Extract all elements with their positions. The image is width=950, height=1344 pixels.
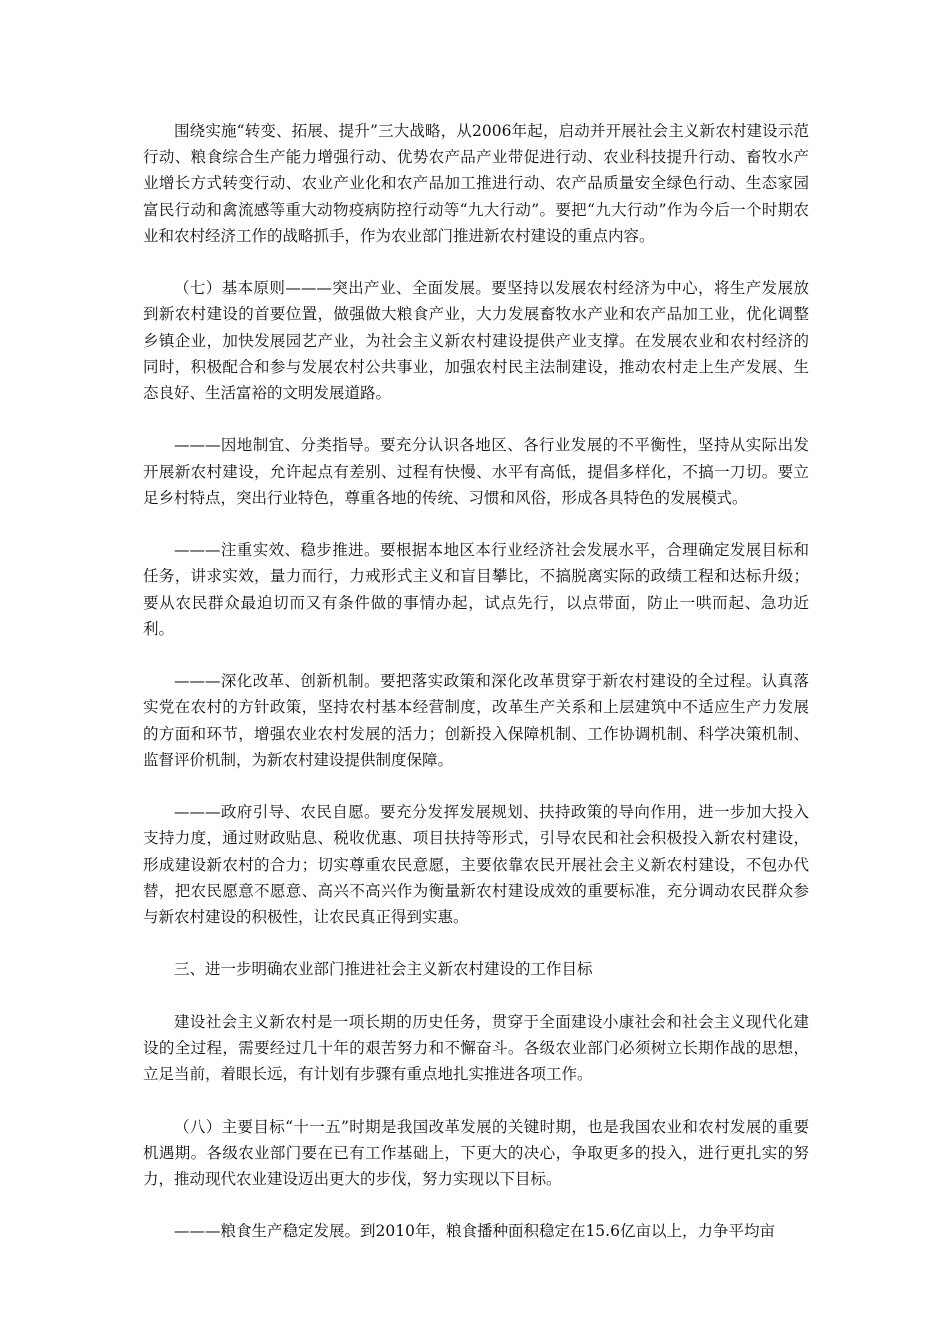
document-body	[143, 118, 809, 1271]
paragraph: （七）基本原则———突出产业、全面发展。要坚持以发展农村经济为中心，将生产发展放到新农村建设的首要位置，做强做大粮食产业，大力发展畜牧水产业和农产品加工业，优化调整乡镇企业，加快发展园艺产业，为社会主义新农村建设提供产业支撑。在发展农业和农村经济的同时，积极配合和参与发展农村公共事业，加强农村民主法制建设，推动农村走上生产发展、生态良好、生活富裕的文明发展道路。	[143, 279, 809, 403]
paragraph: 围绕实施“转变、拓展、提升”三大战略，从2006年起，启动并开展社会主义新农村建设示范行动、粮食综合生产能力增强行动、优势农产品产业带促进行动、农业科技提升行动、畜牧水产业增长方式转变行动、农业产业化和农产品加工推进行动、农产品质量安全绿色行动、生态家园富民行动和禽流感等重大动物疫病防控行动等“九大行动”。要把“九大行动”作为今后一个时期农业和农村经济工作的战略抓手，作为农业部门推进新农村建设的重点内容。	[143, 122, 809, 245]
paragraph: ———注重实效、稳步推进。要根据本地区本行业经济社会发展水平，合理确定发展目标和任务，讲求实效，量力而行，力戒形式主义和盲目攀比，不搞脱离实际的政绩工程和达标升级；要从农民群众最迫切而又有条件做的事情办起，试点先行，以点带面，防止一哄而起、急功近利。	[143, 541, 809, 638]
paragraph: ———因地制宜、分类指导。要充分认识各地区、各行业发展的不平衡性，坚持从实际出发开展新农村建设，允许起点有差别、过程有快慢、水平有高低，提倡多样化，不搞一刀切。要立足乡村特点，突出行业特色，尊重各地的传统、习惯和风俗，形成各具特色的发展模式。	[143, 436, 809, 507]
paragraph: 建设社会主义新农村是一项长期的历史任务，贯穿于全面建设小康社会和社会主义现代化建设的全过程，需要经过几十年的艰苦努力和不懈奋斗。各级农业部门必须树立长期作战的思想，立足当前，着眼长远，有计划有步骤有重点地扎实推进各项工作。	[143, 1012, 809, 1084]
paragraph: ———政府引导、农民自愿。要充分发挥发展规划、扶持政策的导向作用，进一步加大投入支持力度，通过财政贴息、税收优惠、项目扶持等形式，引导农民和社会积极投入新农村建设，形成建设新农村的合力；切实尊重农民意愿，主要依靠农民开展社会主义新农村建设，不包办代替，把农民愿意不愿意、高兴不高兴作为衡量新农村建设成效的重要标准，充分调动农民群众参与新农村建设的积极性，让农民真正得到实惠。	[143, 803, 809, 927]
section-heading: 三、进一步明确农业部门推进社会主义新农村建设的工作目标	[174, 960, 593, 979]
paragraph: ———粮食生产稳定发展。到2010年，粮食播种面积稳定在15.6亿亩以上，力争平均亩	[174, 1222, 775, 1241]
paragraph: ———深化改革、创新机制。要把落实政策和深化改革贯穿于新农村建设的全过程。认真落实党在农村的方针政策，坚持农村基本经营制度，改革生产关系和上层建筑中不适应生产力发展的方面和环节，增强农业农村发展的活力；创新投入保障机制、工作协调机制、科学决策机制、监督评价机制，为新农村建设提供制度保障。	[143, 672, 809, 769]
paragraph: （八）主要目标“十一五”时期是我国改革发展的关键时期，也是我国农业和农村发展的重要机遇期。各级农业部门要在已有工作基础上，下更大的决心，争取更多的投入，进行更扎实的努力，推动现代农业建设迈出更大的步伐，努力实现以下目标。	[143, 1117, 809, 1188]
